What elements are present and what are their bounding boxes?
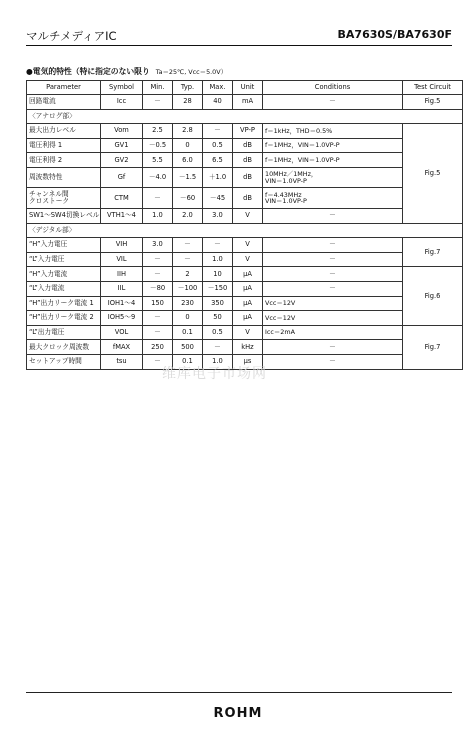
cell-typ: － — [173, 238, 203, 253]
col-test-circuit: Test Circuit — [403, 81, 463, 95]
cell-unit: dB — [233, 188, 263, 209]
cell-max: － — [203, 340, 233, 355]
table-row — [27, 238, 463, 253]
parameter-line-2: クロストーク — [29, 197, 70, 206]
cell-unit: μA — [233, 267, 263, 282]
cell-unit: VP-P — [233, 124, 263, 139]
cell-unit: V — [233, 208, 263, 223]
cell-typ: 230 — [173, 296, 203, 311]
table-row — [27, 252, 463, 267]
cell-max: －150 — [203, 281, 233, 296]
cell-conditions: f＝1MHz，VIN＝1.0VP-P — [263, 138, 403, 153]
cell-max: 1.0 — [203, 354, 233, 369]
cell-parameter: “H”出力リーク電流 2 — [27, 311, 101, 326]
cell-typ: 0.1 — [173, 354, 203, 369]
cell-typ: －100 — [173, 281, 203, 296]
cell-unit: μA — [233, 281, 263, 296]
header-left-title: マルチメディアIC — [26, 29, 117, 43]
cell-symbol: tsu — [101, 354, 143, 369]
cell-parameter: “L”出力電圧 — [27, 325, 101, 340]
cell-min: － — [143, 95, 173, 110]
footer-divider — [26, 692, 452, 693]
watermark: 维库电子市场网 — [162, 366, 267, 382]
cell-max: 3.0 — [203, 208, 233, 223]
cell-typ: 28 — [173, 95, 203, 110]
cell-test-circuit: Fig.5 — [403, 95, 463, 110]
cell-symbol: VIH — [101, 238, 143, 253]
cell-max: 10 — [203, 267, 233, 282]
cell-unit: V — [233, 238, 263, 253]
cell-conditions: － — [263, 208, 403, 223]
cell-parameter: “L”入力電流 — [27, 281, 101, 296]
cell-typ: 2.0 — [173, 208, 203, 223]
cell-parameter: “H”出力リーク電流 1 — [27, 296, 101, 311]
cell-conditions: f＝1MHz，VIN＝1.0VP-P — [263, 153, 403, 168]
cell-unit: μs — [233, 354, 263, 369]
cell-parameter: 最大クロック周波数 — [27, 340, 101, 355]
cell-min: － — [143, 311, 173, 326]
cell-min: 250 — [143, 340, 173, 355]
cell-unit: V — [233, 325, 263, 340]
cell-unit: μA — [233, 311, 263, 326]
table-row — [27, 208, 463, 223]
cell-test-circuit: Fig.6 — [403, 267, 463, 325]
cell-conditions: － — [263, 238, 403, 253]
cell-min: － — [143, 252, 173, 267]
subhead-row-analog — [27, 109, 463, 124]
cell-typ: 2 — [173, 267, 203, 282]
cell-symbol: GV2 — [101, 153, 143, 168]
table-header-row — [27, 81, 463, 95]
cell-symbol: IIH — [101, 267, 143, 282]
cell-unit: kHz — [233, 340, 263, 355]
cell-typ: 2.8 — [173, 124, 203, 139]
cell-min: － — [143, 188, 173, 209]
col-symbol: Symbol — [101, 81, 143, 95]
cell-min: － — [143, 325, 173, 340]
cell-max: 350 — [203, 296, 233, 311]
cell-parameter: SW1～SW4切換レベル — [27, 208, 101, 223]
cell-max: 0.5 — [203, 138, 233, 153]
cell-min: 1.0 — [143, 208, 173, 223]
section-title — [26, 66, 227, 77]
cell-parameter: 電圧利得 1 — [27, 138, 101, 153]
cell-parameter: 回路電流 — [27, 95, 101, 110]
cell-unit: mA — [233, 95, 263, 110]
cell-symbol: Gf — [101, 167, 143, 188]
col-min: Min. — [143, 81, 173, 95]
cell-conditions: － — [263, 340, 403, 355]
cell-max: 50 — [203, 311, 233, 326]
cell-max: 0.5 — [203, 325, 233, 340]
cell-symbol: IOH5～9 — [101, 311, 143, 326]
cell-min: －4.0 — [143, 167, 173, 188]
cell-conditions: Vcc＝12V — [263, 311, 403, 326]
cell-test-circuit: Fig.7 — [403, 325, 463, 369]
table-row — [27, 281, 463, 296]
cell-max: － — [203, 124, 233, 139]
cell-conditions: Icc＝2mA — [263, 325, 403, 340]
subhead-digital: 〈デジタル部〉 — [27, 223, 463, 238]
cell-parameter: “H”入力電流 — [27, 267, 101, 282]
cell-test-circuit: Fig.5 — [403, 124, 463, 223]
cell-min: 150 — [143, 296, 173, 311]
table-row — [27, 138, 463, 153]
cell-symbol: Icc — [101, 95, 143, 110]
table-row — [27, 340, 463, 355]
cell-symbol: fMAX — [101, 340, 143, 355]
table-row — [27, 153, 463, 168]
cell-unit: μA — [233, 296, 263, 311]
cell-min: 5.5 — [143, 153, 173, 168]
cell-max: ＋1.0 — [203, 167, 233, 188]
cell-symbol: VOL — [101, 325, 143, 340]
cell-max: －45 — [203, 188, 233, 209]
header-part-number: BA7630S/BA7630F — [337, 28, 452, 41]
cell-unit: V — [233, 252, 263, 267]
cell-max: 1.0 — [203, 252, 233, 267]
conditions-line-1: f＝4.43MHz — [265, 190, 302, 199]
conditions-line-2: VIN＝1.0VP-P — [265, 176, 307, 185]
table-row — [27, 267, 463, 282]
cell-unit: dB — [233, 167, 263, 188]
subhead-analog: 〈アナログ部〉 — [27, 109, 463, 124]
cell-typ: 0 — [173, 311, 203, 326]
cell-conditions: － — [263, 95, 403, 110]
col-unit: Unit — [233, 81, 263, 95]
section-conditions: Ta＝25℃, Vcc＝5.0V） — [155, 68, 228, 76]
conditions-line-2: VIN＝1.0VP-P — [265, 197, 307, 206]
cell-max: － — [203, 238, 233, 253]
cell-conditions — [263, 167, 403, 188]
col-max: Max. — [203, 81, 233, 95]
col-typ: Typ. — [173, 81, 203, 95]
cell-symbol: VIL — [101, 252, 143, 267]
cell-typ: －60 — [173, 188, 203, 209]
cell-min: － — [143, 267, 173, 282]
cell-parameter — [27, 188, 101, 209]
cell-test-circuit: Fig.7 — [403, 238, 463, 267]
cell-min: －80 — [143, 281, 173, 296]
cell-symbol: IOH1～4 — [101, 296, 143, 311]
electrical-characteristics-table — [26, 80, 463, 370]
cell-typ: 6.0 — [173, 153, 203, 168]
table-row — [27, 296, 463, 311]
cell-typ: 0.1 — [173, 325, 203, 340]
cell-typ: 0 — [173, 138, 203, 153]
cell-conditions: － — [263, 281, 403, 296]
cell-min: － — [143, 354, 173, 369]
table-row — [27, 167, 463, 188]
cell-min: 3.0 — [143, 238, 173, 253]
cell-conditions: Vcc＝12V — [263, 296, 403, 311]
cell-typ: － — [173, 252, 203, 267]
table-row — [27, 311, 463, 326]
cell-typ: －1.5 — [173, 167, 203, 188]
table-row — [27, 95, 463, 110]
col-parameter: Parameter — [27, 81, 101, 95]
cell-min: －0.5 — [143, 138, 173, 153]
cell-conditions: － — [263, 267, 403, 282]
cell-unit: dB — [233, 153, 263, 168]
subhead-row-digital — [27, 223, 463, 238]
cell-max: 6.5 — [203, 153, 233, 168]
header-divider — [26, 45, 452, 46]
col-conditions: Conditions — [263, 81, 403, 95]
cell-conditions: f＝1kHz，THD＝0.5% — [263, 124, 403, 139]
cell-typ: 500 — [173, 340, 203, 355]
cell-conditions: － — [263, 252, 403, 267]
cell-parameter: “L”入力電圧 — [27, 252, 101, 267]
table-row — [27, 188, 463, 209]
cell-conditions: － — [263, 354, 403, 369]
cell-max: 40 — [203, 95, 233, 110]
cell-parameter: セットアップ時間 — [27, 354, 101, 369]
cell-symbol: GV1 — [101, 138, 143, 153]
cell-parameter: 最大出力レベル — [27, 124, 101, 139]
cell-conditions — [263, 188, 403, 209]
table-row — [27, 325, 463, 340]
cell-min: 2.5 — [143, 124, 173, 139]
table-row — [27, 124, 463, 139]
conditions-line-1: 10MHz／1MHz， — [265, 170, 318, 178]
section-title-text: ●電気的特性（特に指定のない限り — [26, 67, 150, 76]
parameter-line-1: チャンネル間 — [29, 190, 69, 199]
cell-parameter: “H”入力電圧 — [27, 238, 101, 253]
rohm-logo: ROHM — [213, 706, 263, 721]
cell-symbol: IIL — [101, 281, 143, 296]
cell-symbol: Vom — [101, 124, 143, 139]
cell-parameter: 周波数特性 — [27, 167, 101, 188]
cell-unit: dB — [233, 138, 263, 153]
cell-parameter: 電圧利得 2 — [27, 153, 101, 168]
cell-symbol: CTM — [101, 188, 143, 209]
cell-symbol: VTH1～4 — [101, 208, 143, 223]
